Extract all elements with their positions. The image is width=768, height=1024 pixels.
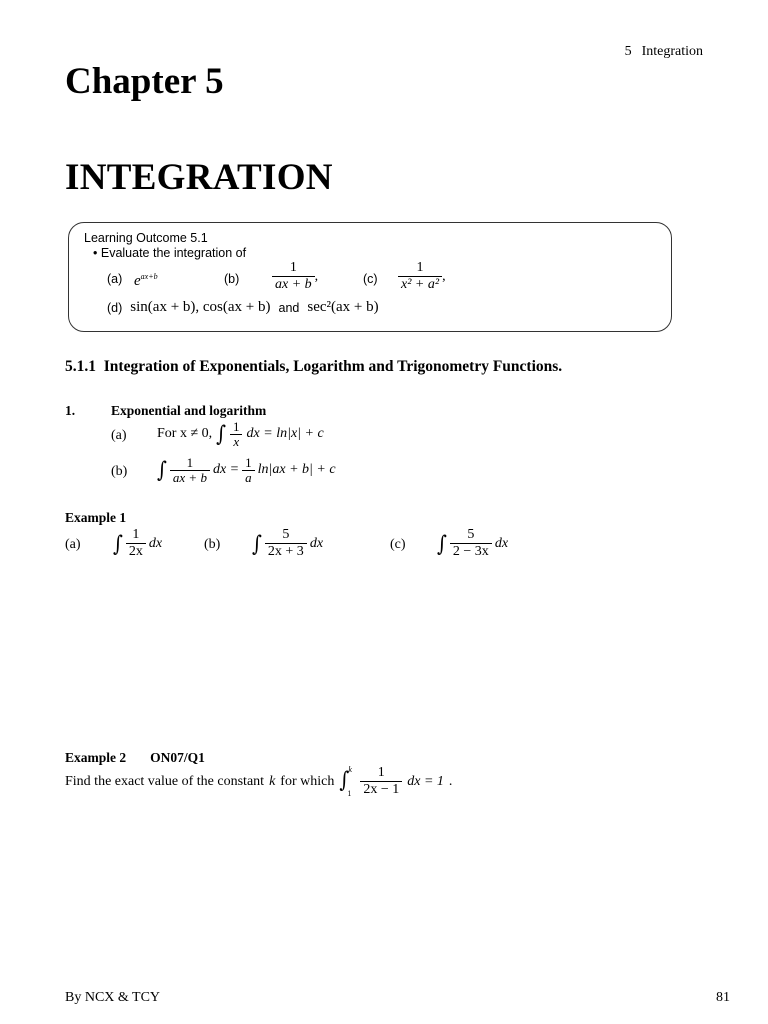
running-header bbox=[625, 44, 703, 60]
example-1a-expr: ∫ $\frac{1}{2x}$ dx bbox=[113, 527, 163, 559]
topic-number: 1. bbox=[65, 403, 76, 418]
example-1b-label: (b) bbox=[204, 537, 221, 552]
lo-item-d: (d) sin(ax + b), cos(ax + b) and sec²(ax + b) bbox=[107, 299, 379, 315]
lo-item-c-expr: $\frac{1}{\text{x² + a²}}$ , bbox=[398, 261, 446, 292]
topic-a-label: (a) bbox=[111, 428, 127, 443]
example-1a-label: (a) bbox=[65, 537, 81, 552]
bullet-icon: • bbox=[93, 246, 101, 260]
learning-outcome-bullet: • Evaluate the integration of bbox=[93, 246, 247, 260]
example-1c-expr: ∫ $\frac{5}{2 - 3x}$ dx bbox=[437, 527, 509, 559]
example-2-title: Example 2 ON07/Q1 bbox=[65, 750, 205, 765]
example-2-reference: ON07/Q1 bbox=[150, 750, 205, 765]
section-heading: 5.1.1 Integration of Exponentials, Logarithm and Trigonometry Functions. bbox=[65, 358, 563, 375]
integral-sign: ∫ bbox=[252, 530, 262, 557]
page-number: 81 bbox=[716, 990, 730, 1005]
chapter-name: Integration bbox=[641, 44, 703, 59]
definite-integral: ∫ k 1 bbox=[339, 764, 352, 798]
integral-sign: ∫ bbox=[216, 421, 227, 448]
chapter-title: Chapter 5 bbox=[65, 61, 224, 102]
integral-sign: ∫ bbox=[437, 530, 447, 557]
part-title: INTEGRATION bbox=[65, 157, 333, 198]
lo-item-b-label: (b) bbox=[224, 272, 240, 286]
topic-b-label: (b) bbox=[111, 464, 128, 479]
integral-sign: ∫ bbox=[157, 457, 167, 484]
chapter-number: 5 bbox=[624, 44, 632, 59]
lo-item-a-label: (a) bbox=[107, 272, 123, 286]
topic-b-formula: ∫ $\frac{1}{ax + b}$ dx = $\frac{1}{a}$ ln|ax + b| + c bbox=[157, 455, 336, 485]
learning-outcome-title: Learning Outcome 5.1 bbox=[84, 231, 208, 245]
lo-item-b-expr: $\frac{1}{ax + b}$ , bbox=[272, 261, 318, 292]
topic-title: Exponential and logarithm bbox=[111, 403, 267, 418]
lo-item-c-label: (c) bbox=[363, 272, 378, 286]
topic-a-formula: For x ≠ 0, ∫ $\frac{1}{x}$ dx = ln|x| + c bbox=[157, 419, 324, 449]
example-1-title: Example 1 bbox=[65, 510, 127, 525]
example-2-question: Find the exact value of the constant k for which ∫ k 1 $\frac{1}{2x - 1}$ dx = 1 . bbox=[65, 764, 453, 798]
integral-sign: ∫ bbox=[339, 766, 350, 793]
example-1b-expr: ∫ $\frac{5}{2x + 3}$ dx bbox=[252, 527, 324, 559]
example-1c-label: (c) bbox=[390, 537, 406, 552]
integral-sign: ∫ bbox=[113, 530, 123, 557]
footer-authors: By NCX & TCY bbox=[65, 990, 161, 1005]
lo-item-a-expr: $e^{ax+b}$ bbox=[134, 272, 158, 289]
